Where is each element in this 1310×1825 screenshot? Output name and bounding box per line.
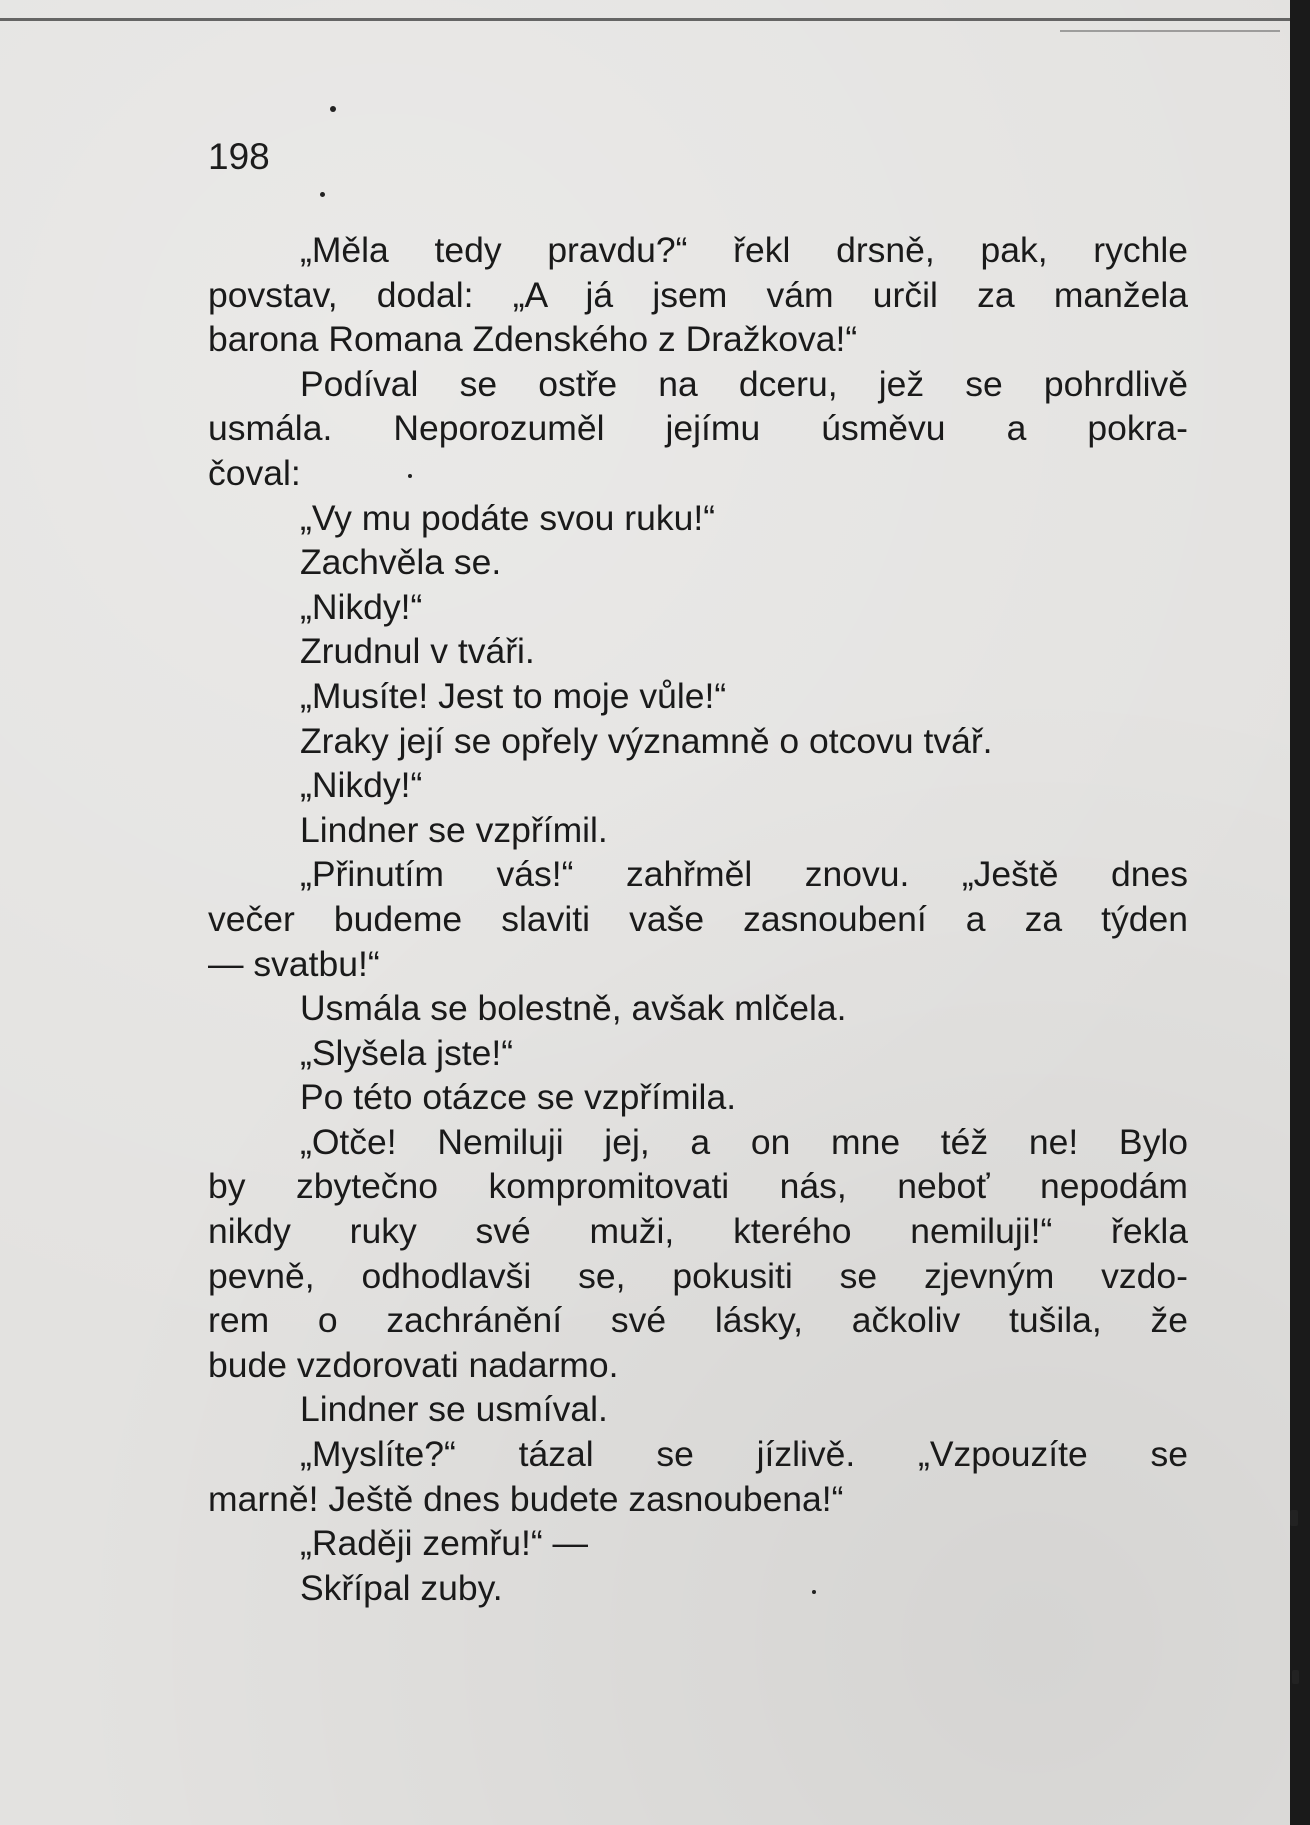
text-line: marně! Ještě dnes budete zasnoubena!“ <box>208 1478 844 1519</box>
top-edge-rule-secondary <box>1060 30 1280 32</box>
print-speck <box>1290 1510 1298 1526</box>
text-line: „Nikdy!“ <box>300 586 423 627</box>
text-line: „Vy mu podáte svou ruku!“ <box>300 497 716 538</box>
text-line: „Nikdy!“ <box>300 765 423 806</box>
text-line: barona Romana Zdenského z Dražkova!“ <box>208 319 858 360</box>
text-line: Lindner se usmíval. <box>300 1389 608 1430</box>
text-line: „Otče! Nemiluji jej, a on mne též ne! Bylo <box>300 1121 1188 1162</box>
text-line: čoval: <box>208 452 301 493</box>
text-line: Po této otázce se vzpřímila. <box>300 1077 737 1118</box>
text-line: „Musíte! Jest to moje vůle!“ <box>300 675 727 716</box>
text-line: usmála. Neporozuměl jejímu úsměvu a pokra- <box>208 408 1188 449</box>
text-line: — svatbu!“ <box>208 943 380 984</box>
page-number: 198 <box>208 136 270 177</box>
top-edge-rule <box>0 18 1290 21</box>
text-line: povstav, dodal: „A já jsem vám určil za manžela <box>208 274 1188 315</box>
text-line: Zachvěla se. <box>300 542 502 583</box>
text-line: večer budeme slaviti vaše zasnoubení a za týden <box>208 898 1188 939</box>
text-line: Podíval se ostře na dceru, jež se pohrdlivě <box>300 363 1188 404</box>
text-line: „Myslíte?“ tázal se jízlivě. „Vzpouzíte se <box>300 1434 1188 1475</box>
text-line: Skřípal zuby. <box>300 1567 503 1608</box>
body-text <box>208 228 1188 1610</box>
text-line: „Slyšela jste!“ <box>300 1032 514 1073</box>
text-line: rem o zachránění své lásky, ačkoliv tušila, že <box>208 1300 1188 1341</box>
text-line: Zrudnul v tváři. <box>300 631 535 672</box>
print-speck <box>1292 1670 1299 1684</box>
text-line: by zbytečno kompromitovati nás, neboť nepodám <box>208 1166 1188 1207</box>
text-line: nikdy ruky své muži, kterého nemiluji!“ řekla <box>208 1211 1188 1252</box>
print-speck <box>330 106 336 112</box>
text-line: „Raději zemřu!“ — <box>300 1523 589 1564</box>
text-line: pevně, odhodlavši se, pokusiti se zjevným vzdo- <box>208 1255 1188 1296</box>
text-line: „Přinutím vás!“ zahřměl znovu. „Ještě dnes <box>300 854 1188 895</box>
text-line: Usmála se bolestně, avšak mlčela. <box>300 988 847 1029</box>
text-line: Lindner se vzpřímil. <box>300 809 608 850</box>
text-line: „Měla tedy pravdu?“ řekl drsně, pak, rychle <box>300 230 1188 270</box>
text-line: bude vzdorovati nadarmo. <box>208 1344 619 1385</box>
print-speck <box>320 192 325 197</box>
text-line: Zraky její se opřely významně o otcovu tvář. <box>300 720 993 761</box>
